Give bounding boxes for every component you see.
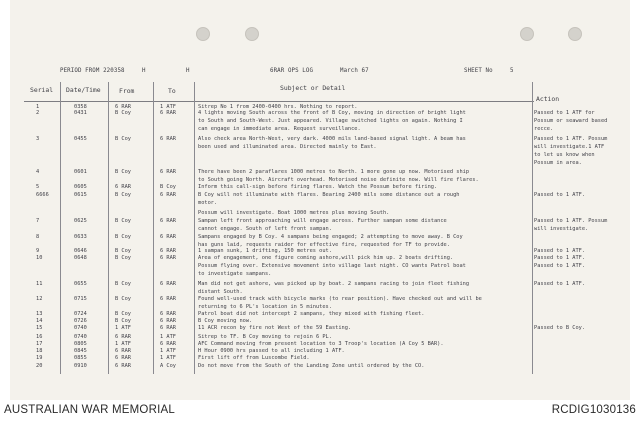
column-rule — [60, 82, 61, 374]
log-sheet — [10, 0, 630, 400]
row-time: 0740 — [74, 334, 87, 340]
row-to: 1 ATF — [160, 334, 176, 340]
row-from: B Coy — [115, 248, 131, 254]
row-serial: 20 — [36, 363, 43, 369]
row-subject: Sitrep to TF. B Coy moving to rejoin 6 PL. — [198, 334, 332, 340]
row-time: 0648 — [74, 255, 87, 261]
row-from: 1 ATF — [115, 325, 131, 331]
row-subject: Also check area North-West, very dark. 4000 mils land-based signal light. A beam has been used and illuminated area. Directed mainly to East. — [198, 136, 466, 150]
row-serial: 14 — [36, 318, 43, 324]
row-to: 6 RAR — [160, 110, 176, 116]
row-serial: 8 — [36, 234, 40, 240]
row-from: B Coy — [115, 296, 131, 302]
row-serial: 6666 — [36, 192, 49, 198]
punch-hole — [196, 27, 210, 41]
row-time: 0455 — [74, 136, 87, 142]
row-serial: 16 — [36, 334, 43, 340]
row-subject: Do not move from the South of the Landing Zone until ordered by the CO. — [198, 363, 425, 369]
row-action: Passed to 1 ATF. — [534, 248, 586, 254]
row-serial: 19 — [36, 355, 43, 361]
row-action: Passed to 1 ATF. Passed to 1 ATF. — [534, 255, 586, 269]
row-to: 6 RAR — [160, 218, 176, 224]
row-time: 0724 — [74, 311, 87, 317]
row-to: 6 RAR — [160, 192, 176, 198]
row-from: 6 RAR — [115, 355, 131, 361]
row-from: B Coy — [115, 169, 131, 175]
row-subject: Possum will investigate. Boat 1000 metres plus moving South. — [198, 210, 390, 216]
punch-hole — [245, 27, 259, 41]
row-from: 6 RAR — [115, 334, 131, 340]
footer-record-id: RCDIG1030136 — [551, 404, 636, 416]
header-rule — [24, 101, 534, 102]
row-subject: Area of engagement, one figure coming ashore,will pick him up. 2 boats drifting. Possum flying over. Extensive movement into village last night. CO wants Patrol boat to investigate sampans. — [198, 255, 466, 277]
col-action: Action — [536, 95, 560, 103]
row-subject: B Coy moving now. — [198, 318, 253, 324]
row-serial: 5 — [36, 184, 40, 190]
row-time: 0633 — [74, 234, 87, 240]
row-subject: Found well-used track with bicycle marks (to rear position). Have checked out and will be returning to 6 PL's location in 5 minutes. — [198, 296, 482, 310]
row-time: 0845 — [74, 348, 87, 354]
row-subject: AFC Command moving from present location to 3 Troop's location (A Coy 5 BAR). — [198, 341, 444, 347]
row-from: 6 RAR — [115, 363, 131, 369]
row-time: 0615 — [74, 192, 87, 198]
sheet-label: SHEET No — [464, 68, 493, 74]
period-label: PERIOD FROM 220358 — [60, 68, 125, 74]
row-to: 6 RAR — [160, 248, 176, 254]
punch-hole — [568, 27, 582, 41]
row-time: 0646 — [74, 248, 87, 254]
row-to: 6 RAR — [160, 311, 176, 317]
row-to: 6 RAR — [160, 255, 176, 261]
footer-archive-name: AUSTRALIAN WAR MEMORIAL — [4, 404, 175, 416]
row-time: 0655 — [74, 281, 87, 287]
row-subject: 1 sampan sunk, 1 drifting, 150 metres out. — [198, 248, 332, 254]
row-action: Passed to B Coy. — [534, 325, 586, 331]
header-h2: H — [186, 68, 190, 74]
sheet-number: 5 — [510, 68, 514, 74]
row-subject: H Hour 0900 hrs passed to all including 1 ATF. — [198, 348, 345, 354]
row-time: 0625 — [74, 218, 87, 224]
row-time: 0715 — [74, 296, 87, 302]
row-from: B Coy — [115, 234, 131, 240]
row-serial: 4 — [36, 169, 40, 175]
col-date-time: Date/Time — [66, 86, 101, 94]
row-from: B Coy — [115, 218, 131, 224]
row-to: 6 RAR — [160, 281, 176, 287]
row-from: 6 RAR — [115, 348, 131, 354]
row-time: 0431 — [74, 110, 87, 116]
row-subject: B Coy will not illuminate with flares. Bearing 2400 mils some distance out a rough motor. — [198, 192, 460, 206]
row-time: 0805 — [74, 341, 87, 347]
row-to: 6 RAR — [160, 296, 176, 302]
row-subject: Man did not get ashore, was picked up by boat. 2 sampans racing to join fleet fishing distant South. — [198, 281, 470, 295]
row-subject: Inform this call-sign before firing flares. Watch the Possum before firing. — [198, 184, 438, 190]
row-time: 0605 — [74, 184, 87, 190]
row-from: 6 RAR — [115, 104, 131, 110]
row-serial: 7 — [36, 218, 40, 224]
row-subject: Sampans engaged by B Coy. 4 sampans being engaged; 2 attempting to move away. B Coy has guns laid, requests raider for effective fire, requested for TF to provide. — [198, 234, 463, 248]
row-serial: 9 — [36, 248, 40, 254]
row-action: Passed to 1 ATF. — [534, 192, 586, 198]
row-to: 6 RAR — [160, 341, 176, 347]
row-subject: Patrol boat did not intercept 2 sampans, they mixed with fishing fleet. — [198, 311, 425, 317]
row-to: A Coy — [160, 363, 176, 369]
row-time: 0358 — [74, 104, 87, 110]
column-rule — [532, 82, 533, 374]
row-serial: 15 — [36, 325, 43, 331]
row-serial: 10 — [36, 255, 43, 261]
row-subject: Sampan left front approaching will engage across. Further sampan some distance cannot engage. South of left front sampan. — [198, 218, 447, 232]
row-to: 6 RAR — [160, 234, 176, 240]
log-month: March 67 — [340, 68, 369, 74]
row-subject: Sitrep No 1 from 2400-0400 hrs. Nothing to report. — [198, 104, 358, 110]
row-serial: 2 — [36, 110, 40, 116]
row-to: 1 ATF — [160, 104, 176, 110]
row-subject: There have been 2 paraflares 1000 metres to North. 1 more gone up now. Motorised ship to South going North. Aircraft overhead. Motorised noise definite now. Will fire flares. — [198, 169, 479, 183]
row-subject: 11 ACR recon by fire not West of the 59 Easting. — [198, 325, 352, 331]
column-rule — [153, 82, 154, 374]
row-from: 6 RAR — [115, 184, 131, 190]
col-serial: Serial — [30, 86, 54, 94]
log-title: 6RAR OPS LOG — [270, 68, 314, 74]
row-from: B Coy — [115, 281, 131, 287]
row-to: 1 ATF — [160, 348, 176, 354]
col-subject: Subject or Detail — [280, 84, 346, 92]
row-serial: 12 — [36, 296, 43, 302]
row-from: B Coy — [115, 136, 131, 142]
row-to: 6 RAR — [160, 318, 176, 324]
row-subject: 4 lights moving South across the front of B Coy, moving in direction of bright light to South and South-West. Just appeared. Village switched lights on again. Nothing I can engage in immediate area. Request surveillance. — [198, 110, 466, 132]
row-subject: First lift off from Luscombe Field. — [198, 355, 310, 361]
row-to: 6 RAR — [160, 169, 176, 175]
row-from: B Coy — [115, 255, 131, 261]
header-h1: H — [142, 68, 146, 74]
row-serial: 17 — [36, 341, 43, 347]
row-from: 1 ATF — [115, 341, 131, 347]
row-time: 0855 — [74, 355, 87, 361]
row-from: B Coy — [115, 110, 131, 116]
row-time: 0726 — [74, 318, 87, 324]
row-serial: 11 — [36, 281, 43, 287]
row-action: Passed to 1 ATF for Possum or seaward based recce. — [534, 110, 608, 132]
row-from: B Coy — [115, 311, 131, 317]
row-to: 1 ATF — [160, 355, 176, 361]
col-from: From — [119, 87, 135, 95]
column-rule — [194, 82, 195, 374]
row-to: 6 RAR — [160, 136, 176, 142]
row-time: 0910 — [74, 363, 87, 369]
row-action: Passed to 1 ATF. Possum will investigate. — [534, 218, 608, 232]
row-time: 0740 — [74, 325, 87, 331]
row-serial: 13 — [36, 311, 43, 317]
row-from: B Coy — [115, 318, 131, 324]
row-to: B Coy — [160, 184, 176, 190]
row-time: 0601 — [74, 169, 87, 175]
row-action: Passed to 1 ATF. Possum will investigate.1 ATF to let us know when Possum in area. — [534, 136, 608, 166]
punch-hole — [520, 27, 534, 41]
row-serial: 3 — [36, 136, 40, 142]
row-from: B Coy — [115, 192, 131, 198]
row-serial: 18 — [36, 348, 43, 354]
row-serial: 1 — [36, 104, 40, 110]
col-to: To — [168, 87, 176, 95]
row-action: Passed to 1 ATF. — [534, 281, 586, 287]
column-rule — [108, 82, 109, 374]
row-to: 6 RAR — [160, 325, 176, 331]
